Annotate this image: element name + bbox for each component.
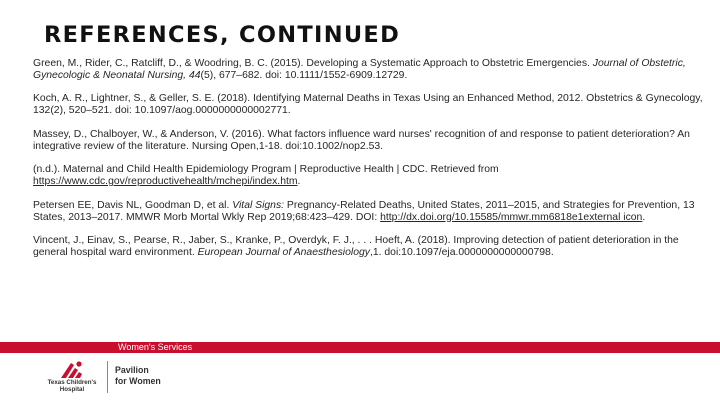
- mmwr-doi-link[interactable]: http://dx.doi.org/10.15585/mmwr.mm6818e1external icon: [380, 211, 643, 223]
- reference-list: [33, 58, 705, 270]
- footer-logo: [0, 353, 300, 405]
- footer-bar: [0, 342, 720, 353]
- reference-item: Massey, D., Chalboyer, W., & Anderson, V. (2016). What factors influence ward nurses' recognition of and response to patient deterioration? An integrative review of the literature. Nursing Open,1-18. doi:10.1002/nop2.53.: [33, 128, 690, 152]
- reference-item: Green, M., Rider, C., Ratcliff, D., & Woodring, B. C. (2015). Developing a Systematic Approach to Obstetric Emergencies. Journal of Obstetric, Gynecologic & Neonatal Nursing, 44(5), 677–682. doi: 10.1111/1552-6909.12729.: [33, 58, 686, 81]
- reference-item: (n.d.). Maternal and Child Health Epidemiology Program | Reproductive Health | CDC. Retrieved from https://www.cdc.gov/reproductivehealth/mchepi/index.htm.: [33, 164, 499, 188]
- hospital-logo-icon: [47, 360, 95, 380]
- reference-item: Vincent, J., Einav, S., Pearse, R., Jaber, S., Kranke, P., Overdyk, F. J., . . . Hoeft, A. (2018). Improving detection of patient deterioration in the general hospital ward environment. European Journal of Anaesthesiology,1. doi:10.1097/eja.0000000000000798.: [33, 235, 679, 258]
- footer-label: Women's Services: [118, 342, 193, 352]
- cdc-link[interactable]: https://www.cdc.gov/reproductivehealth/mchepi/index.htm: [33, 176, 298, 188]
- page-title: REFERENCES, CONTINUED: [44, 22, 401, 48]
- logo-divider: [107, 361, 108, 393]
- reference-item: Petersen EE, Davis NL, Goodman D, et al. Vital Signs: Pregnancy-Related Deaths, United States, 2011–2015, and Strategies for Prevention, 13 States, 2013–2017. MMWR Morb Mortal Wkly Rep 2019;68:423–429. DOI: http://dx.doi.org/10.15585/mmwr.mm6818e1external icon.: [33, 199, 695, 223]
- logo-text-pavilion: Pavilion for Women: [115, 365, 161, 386]
- reference-item: Koch, A. R., Lightner, S., & Geller, S. E. (2018). Identifying Maternal Deaths in Texas Using an Enhanced Method, 2012. Obstetrics & Gynecology, 132(2), 520–521. doi: 10.1097/aog.0000000000002771.: [33, 93, 703, 117]
- logo-text-hospital: Texas Children's Hospital: [47, 379, 97, 393]
